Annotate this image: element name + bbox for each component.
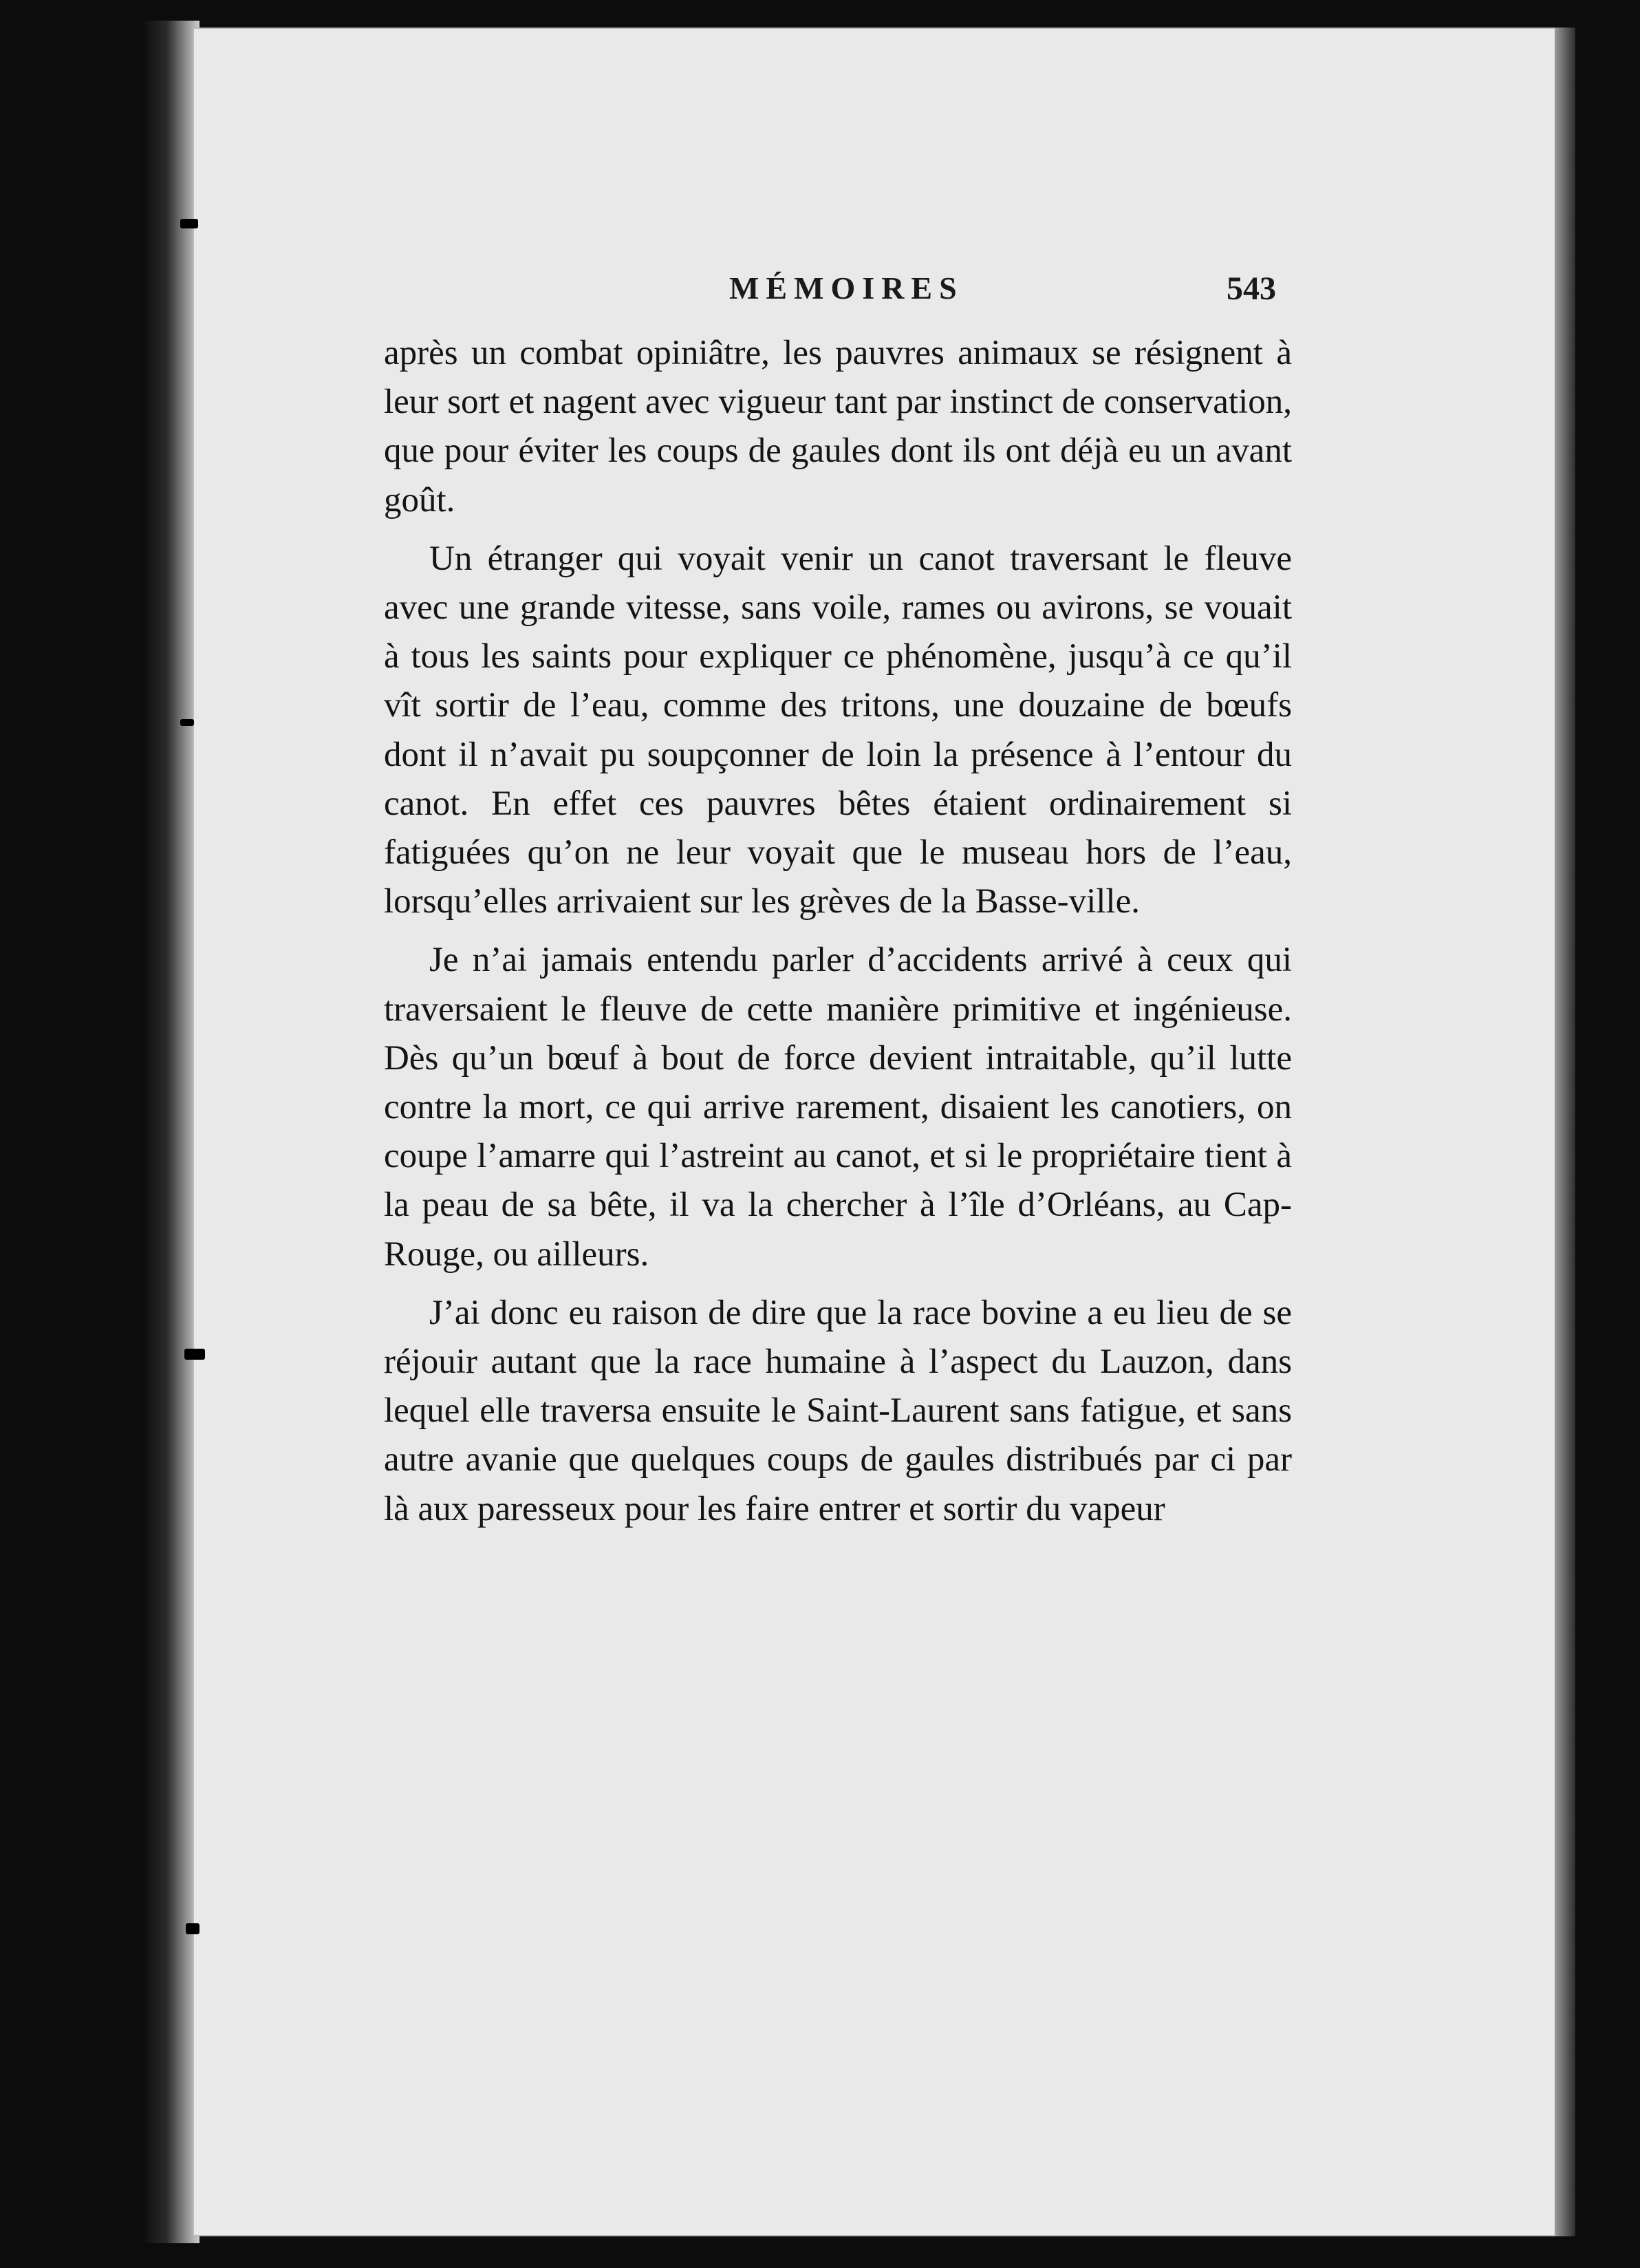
body-text xyxy=(384,329,1292,1543)
binding-mark xyxy=(184,1349,205,1360)
binding-mark xyxy=(180,219,198,228)
book-spine xyxy=(144,21,199,2243)
paragraph: Un étranger qui voyait venir un canot traversant le fleuve avec une grande vitesse, sans voile, rames ou avirons, se vouait à tous les saints pour expliquer ce phénomène, jusqu’à ce qu’il vît sortir de l’eau, comme des tritons, une douzaine de bœufs dont il n’avait pu soupçonner de loin la présence à l’entour du canot. En effet ces pauvres bêtes étaient ordinairement si fatiguées qu’on ne leur voyait que le museau hors de l’eau, lorsqu’elles arrivaient sur les grèves de la Basse-ville. xyxy=(384,539,1292,921)
paragraph: J’ai donc eu raison de dire que la race bovine a eu lieu de se réjouir autant que la race humaine à l’aspect du Lauzon, dans lequel elle traversa ensuite le Saint-Laurent sans fatigue, et sans autre avanie que quelques coups de gaules distribués par ci par là aux paresseux pour les faire entrer et sortir du vapeur xyxy=(384,1293,1292,1528)
paragraph: après un combat opiniâtre, les pauvres animaux se résignent à leur sort et nagent avec vigueur tant par instinct de conservation, que pour éviter les coups de gaules dont ils ont déjà eu un avant goût. xyxy=(384,334,1292,520)
page-header xyxy=(382,256,1276,318)
page-number: 543 xyxy=(1227,270,1276,307)
page-edge-shadow xyxy=(1555,28,1575,2236)
binding-mark xyxy=(180,719,194,726)
binding-mark xyxy=(186,1923,199,1934)
paragraph: Je n’ai jamais entendu parler d’accidents arrivé à ceux qui traversaient le fleuve de cette manière primitive et ingénieuse. Dès qu’un bœuf à bout de force devient intraitable, qu’il lutte contre la mort, ce qui arrive rarement, disaient les canotiers, on coupe l’amarre qui l’astreint au canot, et si le propriétaire tient à la peau de sa bête, il va la chercher à l’île d’Orléans, au Cap-Rouge, ou ailleurs. xyxy=(384,941,1292,1274)
running-title: MÉMOIRES xyxy=(729,270,964,306)
